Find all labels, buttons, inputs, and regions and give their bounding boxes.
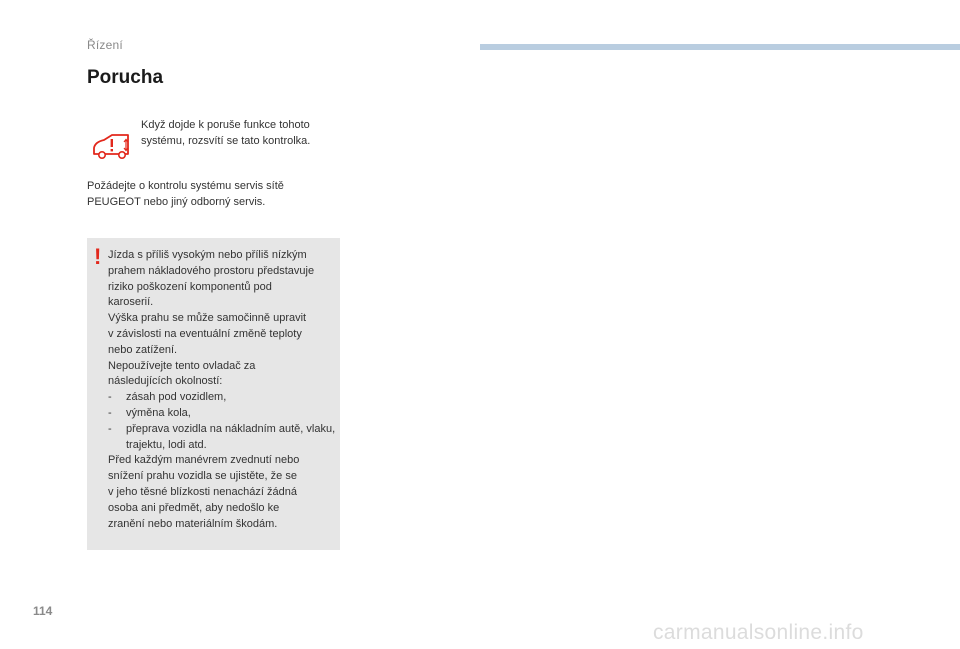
- warning-line: riziko poškození komponentů pod: [108, 280, 272, 293]
- service-instruction: Požádejte o kontrolu systému servis sítě PEUGEOT nebo jiný odborný servis.: [87, 180, 284, 208]
- warning-line: Jízda s příliš vysokým nebo příliš nízkým: [108, 249, 307, 261]
- bullet-item: [108, 422, 338, 454]
- warning-line: karoserií.: [108, 296, 154, 309]
- warning-line: osoba ani předmět, aby nedošlo ke: [108, 501, 280, 514]
- header-rule: [480, 44, 960, 50]
- section-label: Řízení: [87, 38, 123, 52]
- bullet-item: [108, 390, 338, 406]
- vehicle-height-warning-icon: [90, 130, 134, 162]
- warning-line: Nepoužívejte tento ovladač za: [108, 359, 256, 372]
- bullet-item: [108, 406, 338, 422]
- warning-lamp-description: Když dojde k poruše funkce tohoto systému, rozsvítí se tato kontrolka.: [141, 119, 311, 147]
- bullet-dash: -: [108, 422, 112, 435]
- watermark: carmanualsonline.info: [653, 621, 864, 644]
- bullet-text: zásah pod vozidlem,: [126, 391, 227, 404]
- warning-line: snížení prahu vozidla se ujistěte, že se: [108, 470, 297, 483]
- warning-line: Výška prahu se může samočinně upravit: [108, 312, 307, 325]
- warning-line: následujících okolností:: [108, 375, 223, 388]
- warning-text: [108, 248, 338, 532]
- warning-line: prahem nákladového prostoru představuje: [108, 264, 315, 277]
- warning-box: [87, 238, 340, 550]
- bullet-text: přeprava vozidla na nákladním autě, vlaku, trajektu, lodi atd.: [126, 422, 336, 451]
- exclamation-icon: !: [94, 244, 102, 269]
- bullet-dash: -: [108, 391, 112, 404]
- warning-line: v jeho těsné blízkosti nenachází žádná: [108, 485, 297, 498]
- warning-line: nebo zatížení.: [108, 343, 178, 356]
- bullet-text: výměna kola,: [126, 406, 191, 419]
- warning-line: v závislosti na eventuální změně teploty: [108, 327, 302, 340]
- warning-line: zranění nebo materiálním škodám.: [108, 517, 278, 530]
- bullet-dash: -: [108, 406, 112, 419]
- warning-line: Před každým manévrem zvednutí nebo: [108, 454, 300, 467]
- page-number: 114: [33, 604, 53, 618]
- page-heading: Porucha: [87, 67, 164, 88]
